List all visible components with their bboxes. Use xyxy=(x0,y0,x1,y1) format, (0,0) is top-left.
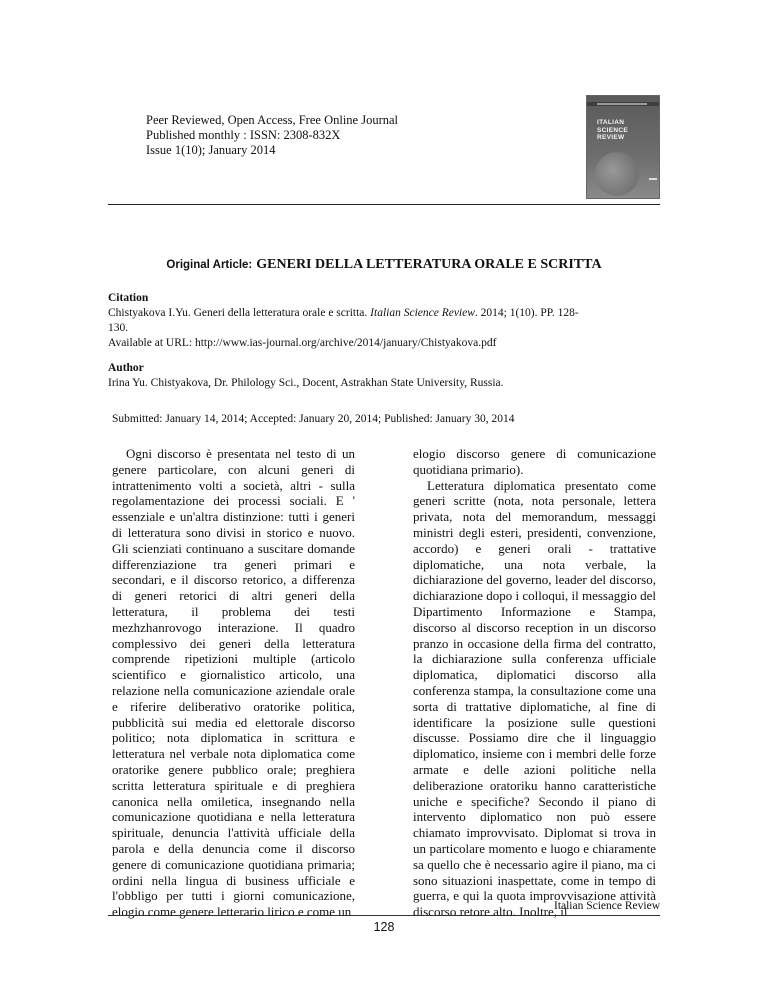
footer-divider xyxy=(108,915,660,916)
citation-heading: Citation xyxy=(108,292,149,304)
header-line-open-access: Peer Reviewed, Open Access, Free Online Journal xyxy=(146,113,399,127)
citation-url[interactable]: Available at URL: http://www.ias-journal.org/archive/2014/january/Chistyakova.pdf xyxy=(108,337,497,349)
citation-text: Chistyakova I.Yu. Generi della letteratura orale e scritta. Italian Science Review. 2014; 1(10). PP. 128- xyxy=(108,307,579,319)
article-title: GENERI DELLA LETTERATURA ORALE E SCRITTA xyxy=(256,257,602,272)
page-number: 128 xyxy=(373,920,395,934)
journal-header xyxy=(146,113,398,158)
citation-journal: Italian Science Review xyxy=(370,307,475,319)
paragraph: Letteratura diplomatica presentato come generi scritte (nota, nota personale, lettera privata, nota del memorandum, messaggi ministri degli esteri, presidenti, convenzione, accordo) e generi orali - trattative diplomatiche, una nota verbale, la dichiarazione del governo, leader del discorso, dichiarazione dopo i colloqui, il messaggio del Dipartimento Informazione e Stampa, discorso al discorso reception in un discorso pranzo in occasione della firma del contratto, la dichiarazione sulla conferenza ufficiale diplomatica, diplomatici discorso alla conferenza stampa, la consultazione come una sorta di trattative diplomatiche, al fine di identificare la posizione sulle questioni discusse. Possiamo dire che il linguaggio diplomatico, insieme con i membri delle forze armate e delle azioni politiche nella deliberazione oratoriku hanno caratteristiche uniche e specifiche? Secondo il piano di intervento diplomatico non può essere chiamato improvvisato. Diplomat si trova in un particolare momento e luogo e chiaramente sa quello che è necessario agire il piano, ma ci sono situazioni inaspettate, come in tempo di guerra, e qui la quota improvvisazione attività discorso retore alto. Inoltre, il xyxy=(413,477,656,920)
article-title-line xyxy=(0,255,768,273)
submission-dates: Submitted: January 14, 2014; Accepted: January 20, 2014; Published: January 30, 2014 xyxy=(112,413,515,425)
paragraph: Ogni discorso è presentata nel testo di un genere particolare, con alcuni generi di intrattenimento volti a società, altri - sulla regolamentazione dei processi sociali. E ' essenziale e un'altra distinzione: tutti i generi di letteratura sono divisi in storico e nuovo. Gli scienziati continuano a suscitare domande differenziazione tra generi primari e secondari, e il discorso retorico, a differenza di generi retorici di altri generi della letteratura, il problema dei testi mezhzhanrovogo interazione. Il quadro complessivo dei generi della letteratura comprende ripetizioni multiple (articolo scientifico e giornalistico articolo, una relazione nella comunicazione aziendale orale e riferire deliberativo oratorike politica, pubblicità sui media ed elettorale discorso politico; nota diplomatica in scrittura e letteratura nel verbale nota diplomatica come oratorike genere pubblico orale; preghiera scritta letteratura spirituale e di preghiera canonica nella omiletica, insegnando nella comunicazione quotidiana e nella letteratura spirituale, denuncia l'attività ufficiale della parola e della denuncia come il discorso genere di comunicazione quotidiana primaria; ordini nella lingua di business ufficiale e l'obbligo per tutti i giorni comunicazione, elogio come genere letterario lirico e come un xyxy=(112,446,355,920)
cover-top-strip-text xyxy=(597,103,647,105)
paragraph: elogio discorso genere di comunicazione quotidiana primario). xyxy=(413,446,656,477)
citation-text-cont: 130. xyxy=(108,322,129,334)
cover-globe-graphic xyxy=(595,152,639,196)
header-line-issn: Published monthly : ISSN: 2308-832X xyxy=(146,128,341,142)
article-type-label: Original Article: xyxy=(166,259,253,271)
header-line-issue: Issue 1(10); January 2014 xyxy=(146,143,276,157)
cover-title: ITALIAN SCIENCE REVIEW xyxy=(597,119,628,141)
body-column-left xyxy=(112,446,355,920)
cover-accent-bar xyxy=(649,178,657,180)
journal-cover-thumbnail xyxy=(586,95,660,199)
body-column-right xyxy=(413,446,656,920)
footer-journal-name: Italian Science Review xyxy=(553,900,660,912)
citation-block xyxy=(108,291,660,351)
header-divider xyxy=(108,204,660,205)
author-heading: Author xyxy=(108,362,144,374)
author-block xyxy=(108,361,660,391)
author-affiliation: Irina Yu. Chistyakova, Dr. Philology Sci., Docent, Astrakhan State University, Russia. xyxy=(108,377,504,389)
